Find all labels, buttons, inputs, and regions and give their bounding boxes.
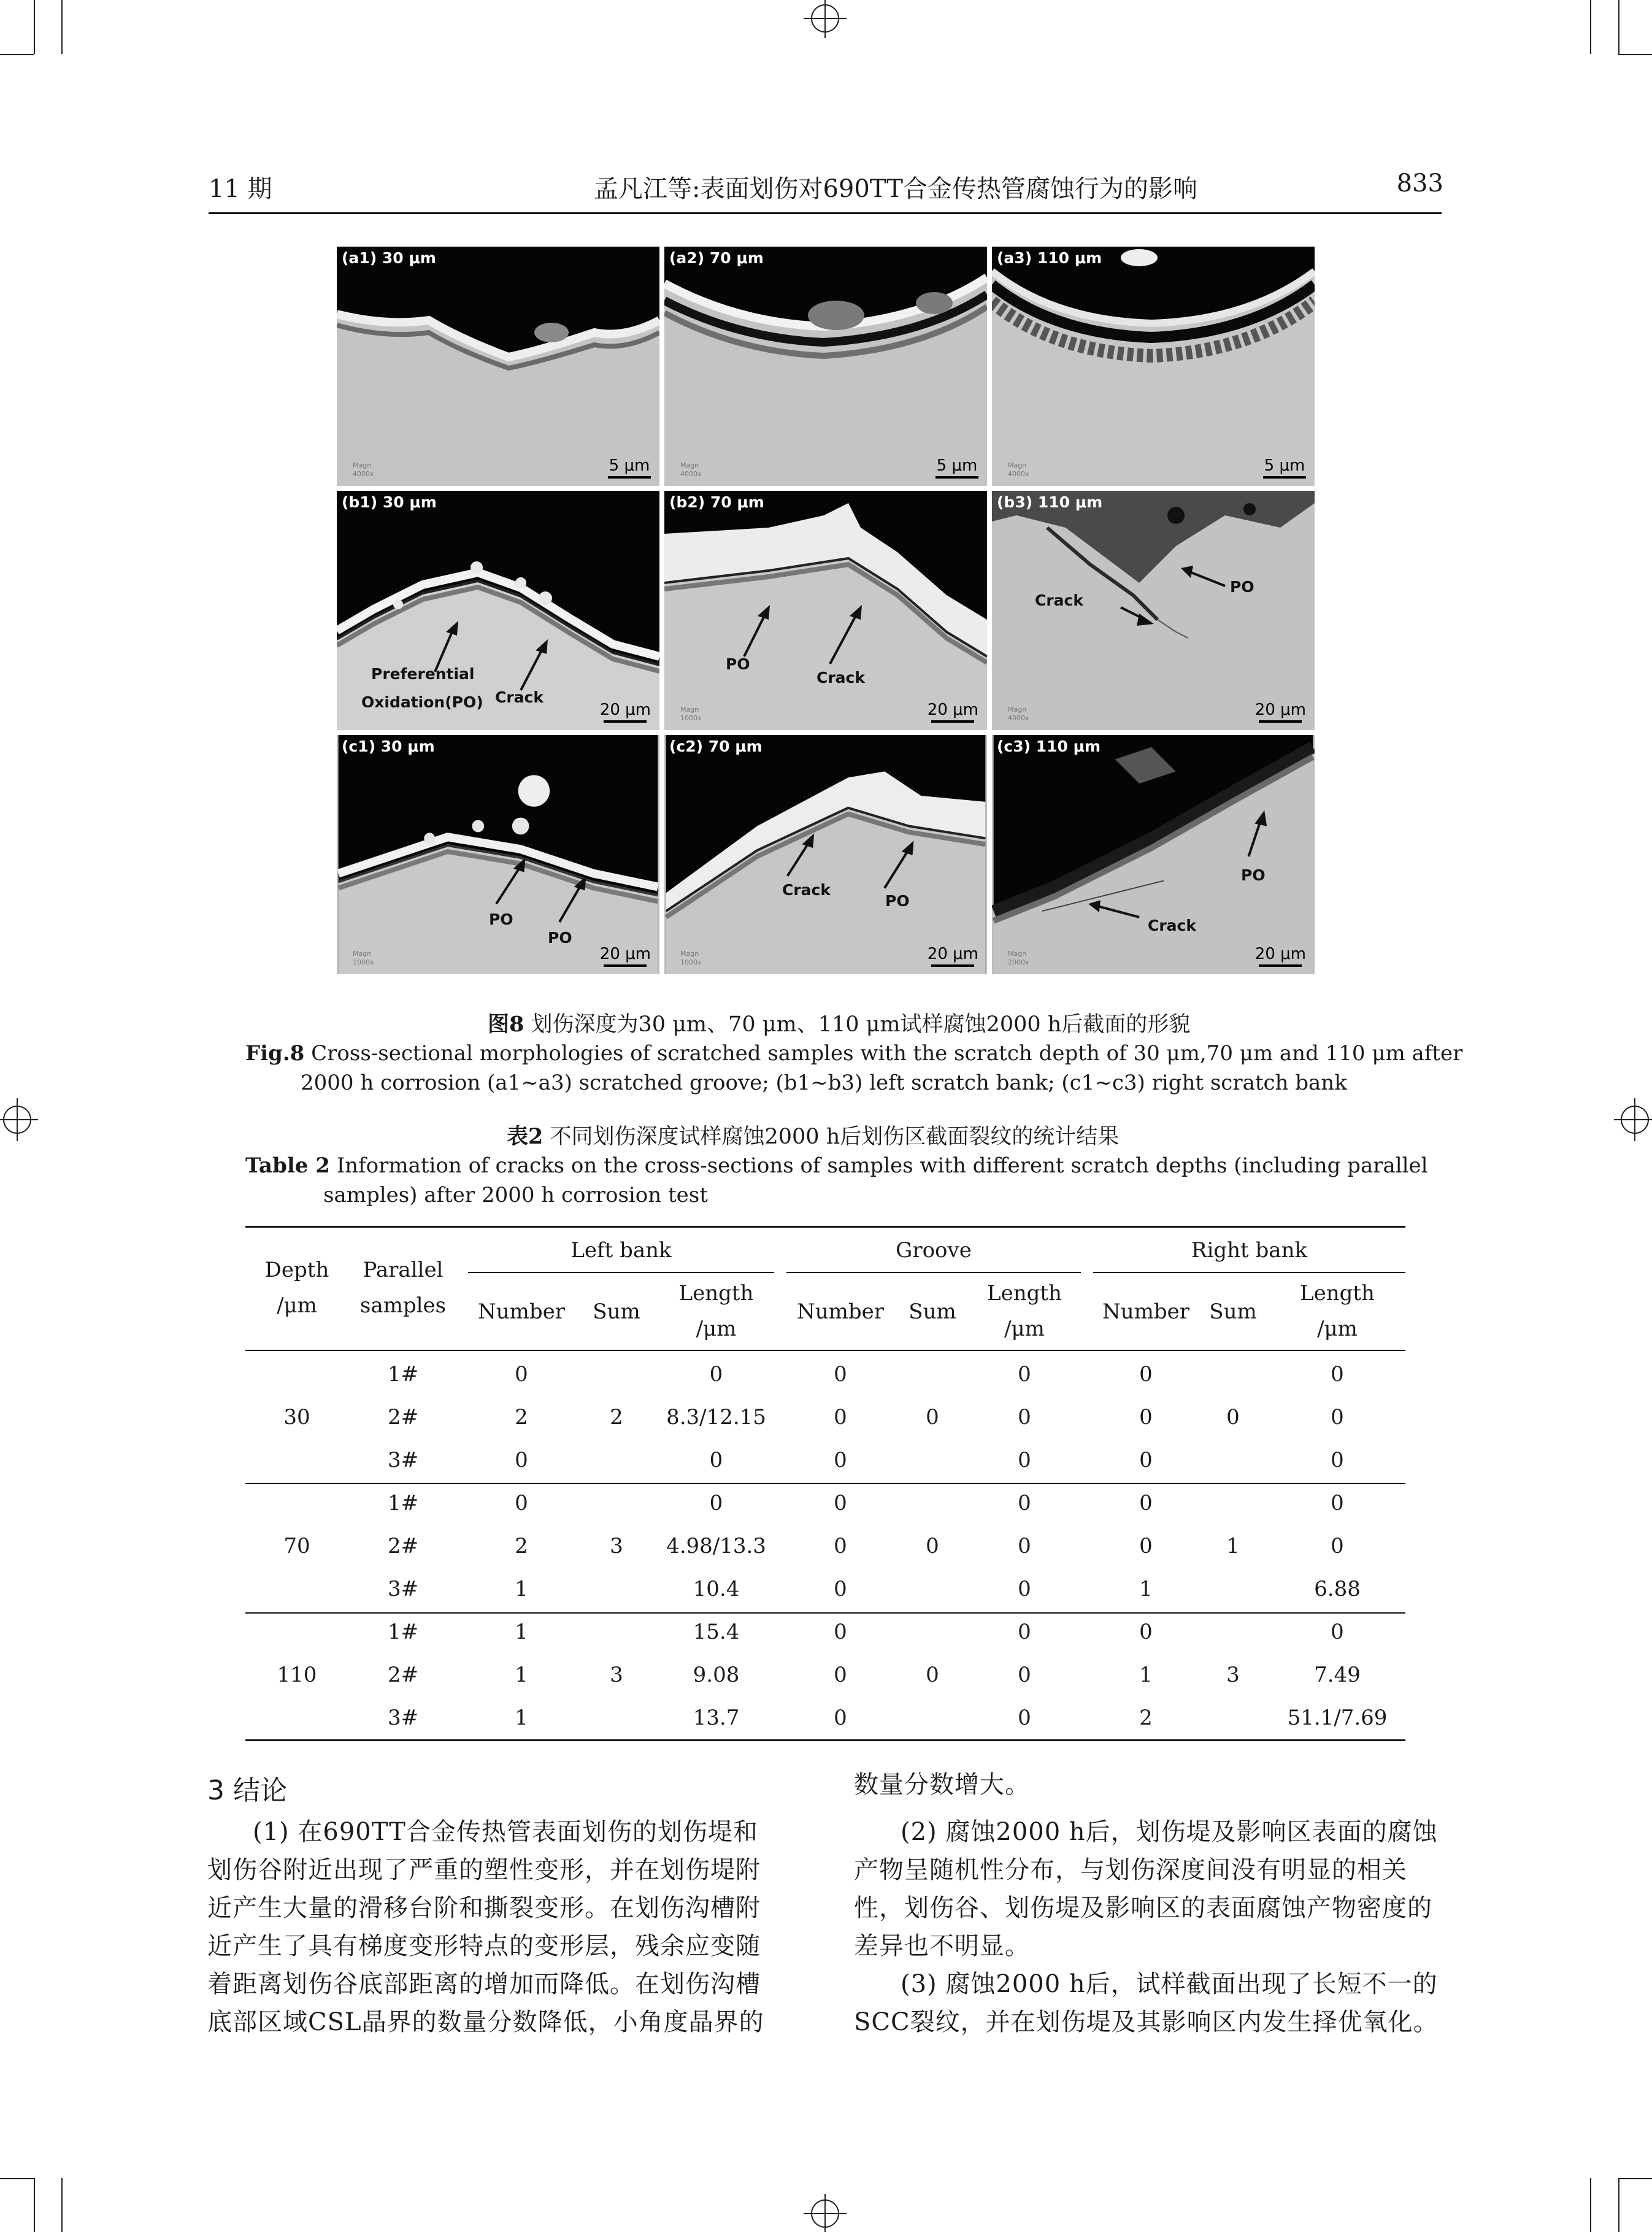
- sem-image: [664, 247, 987, 486]
- left-length-cell: 8.3/12.15: [666, 1405, 766, 1430]
- left-number-cell: 0: [515, 1448, 528, 1472]
- sem-image: [664, 491, 987, 730]
- header-bottom-rule: [245, 1350, 1405, 1351]
- section-title: 3 结论: [207, 1775, 287, 1806]
- left-number-cell: 2: [515, 1534, 528, 1558]
- annotation-crack: Crack: [782, 881, 831, 899]
- scale-bar: 20 μm: [600, 945, 651, 967]
- groove-number-cell: 0: [834, 1405, 847, 1430]
- left-length-cell: 15.4: [693, 1620, 740, 1644]
- annotation-po: PO: [885, 892, 910, 910]
- left-length-cell: 13.7: [693, 1706, 740, 1730]
- sample-cell: 2#: [387, 1405, 419, 1430]
- col-header-length: Length: [678, 1281, 754, 1306]
- figure-8: [337, 247, 1315, 977]
- registration-target-icon: [0, 1086, 38, 1153]
- left-number-cell: 0: [515, 1362, 528, 1387]
- sem-image: [992, 491, 1315, 730]
- micrograph-panel-b1: [337, 491, 659, 730]
- col-header-length: Length: [1300, 1281, 1375, 1306]
- sem-image: [664, 735, 987, 974]
- col-header-length-unit: /μm: [696, 1317, 737, 1341]
- registration-target-icon: [1614, 1086, 1652, 1153]
- sem-metadata: Magn 1000x: [680, 706, 702, 722]
- groove-number-cell: 0: [834, 1577, 847, 1601]
- group-rule: [1093, 1272, 1405, 1273]
- group-divider: [245, 1483, 1405, 1484]
- sample-cell: 1#: [387, 1362, 419, 1387]
- text-line: 划伤谷附近出现了严重的塑性变形，并在划伤堤附: [207, 1856, 761, 1884]
- sem-metadata: Magn 4000x: [680, 461, 702, 478]
- left-sum-cell: 2: [610, 1405, 623, 1430]
- left-number-cell: 1: [515, 1620, 528, 1644]
- sem-metadata: Magn 1000x: [680, 950, 702, 966]
- right-length-cell: 6.88: [1314, 1577, 1361, 1601]
- right-sum-cell: 3: [1226, 1663, 1240, 1687]
- left-sum-cell: 3: [610, 1534, 623, 1558]
- col-header-parallel: Parallel: [363, 1258, 444, 1282]
- right-length-cell: 51.1/7.69: [1287, 1706, 1388, 1730]
- sem-metadata: Magn 4000x: [1008, 706, 1029, 722]
- text-line: 产物呈随机性分布，与划伤深度间没有明显的相关: [854, 1856, 1407, 1884]
- panel-label: (a3) 110 μm: [997, 249, 1102, 267]
- scale-bar: 20 μm: [928, 945, 978, 967]
- left-length-cell: 9.08: [693, 1663, 740, 1687]
- sem-image: [992, 247, 1315, 486]
- header-rule: [209, 212, 1442, 214]
- micrograph-panel-b2: [664, 491, 987, 730]
- col-header-number: Number: [477, 1299, 566, 1324]
- sem-image: [337, 247, 659, 486]
- scale-bar: 5 μm: [935, 456, 978, 479]
- left-number-cell: 0: [515, 1491, 528, 1515]
- figure-caption-en: Fig.8 Cross-sectional morphologies of scratched samples with the scratch depth of 30 μm,70 μm and 110 μm after 2000 h corrosion (a1~a3) scratched groove; (b1~b3) left scratch bank; (c1~c3) right scratch bank: [245, 1041, 1463, 1095]
- col-header-number: Number: [1102, 1299, 1190, 1324]
- depth-cell: 110: [277, 1663, 317, 1687]
- sample-cell: 3#: [387, 1577, 419, 1601]
- right-sum-cell: 0: [1226, 1405, 1240, 1430]
- annotation-preferential: Preferential: [371, 665, 475, 683]
- panel-label: (c2) 70 μm: [669, 737, 763, 755]
- sem-metadata: Magn 1000x: [353, 950, 374, 966]
- sem-metadata: Magn 2000x: [1008, 950, 1029, 966]
- page-number: 833: [1396, 169, 1443, 198]
- micrograph-panel-a1: [337, 247, 659, 486]
- groove-sum-cell: 0: [926, 1663, 939, 1687]
- groove-length-cell: 0: [1018, 1448, 1031, 1472]
- sem-metadata: Magn 4000x: [353, 461, 374, 478]
- annotation-po: PO: [1230, 578, 1254, 596]
- panel-label: (c3) 110 μm: [997, 737, 1101, 755]
- annotation-crack: Crack: [495, 688, 544, 706]
- right-length-cell: 0: [1331, 1491, 1344, 1515]
- annotation-po: PO: [726, 655, 750, 673]
- panel-label: (b3) 110 μm: [997, 493, 1103, 511]
- panel-label: (b2) 70 μm: [669, 493, 764, 511]
- group-rule: [468, 1272, 774, 1273]
- left-length-cell: 0: [709, 1491, 723, 1515]
- annotation-po: PO: [1241, 866, 1266, 884]
- left-number-cell: 1: [515, 1577, 528, 1601]
- figure-caption-cn: 图8 划伤深度为30 μm、70 μm、110 μm试样腐蚀2000 h后截面的形貌: [488, 1012, 1191, 1037]
- right-length-cell: 0: [1331, 1534, 1344, 1558]
- groove-length-cell: 0: [1018, 1577, 1031, 1601]
- groove-length-cell: 0: [1018, 1491, 1031, 1515]
- table-top-rule: [245, 1226, 1405, 1228]
- sample-cell: 1#: [387, 1491, 419, 1515]
- col-header-number: Number: [796, 1299, 885, 1324]
- right-number-cell: 1: [1139, 1577, 1153, 1601]
- groove-number-cell: 0: [834, 1706, 847, 1730]
- left-length-cell: 10.4: [693, 1577, 740, 1601]
- table-caption-en: Table 2 Information of cracks on the cross-sections of samples with different scratch depths (including parallel samples) after 2000 h corrosion test: [245, 1153, 1428, 1207]
- right-length-cell: 0: [1331, 1362, 1344, 1387]
- groove-length-cell: 0: [1018, 1534, 1031, 1558]
- depth-cell: 70: [283, 1534, 310, 1558]
- sem-metadata: Magn 4000x: [1008, 461, 1029, 478]
- text-line: (2) 腐蚀2000 h后，划伤堤及影响区表面的腐蚀: [901, 1818, 1438, 1846]
- micrograph-panel-c3: [992, 735, 1315, 974]
- left-length-cell: 4.98/13.3: [666, 1534, 766, 1558]
- groove-number-cell: 0: [834, 1362, 847, 1387]
- left-number-cell: 1: [515, 1663, 528, 1687]
- right-number-cell: 0: [1139, 1534, 1153, 1558]
- groove-number-cell: 0: [834, 1448, 847, 1472]
- right-number-cell: 0: [1139, 1491, 1153, 1515]
- right-length-cell: 0: [1331, 1620, 1344, 1644]
- sample-cell: 2#: [387, 1663, 419, 1687]
- annotation-po: PO: [548, 929, 572, 947]
- panel-label: (b1) 30 μm: [342, 493, 437, 511]
- left-number-cell: 2: [515, 1405, 528, 1430]
- left-sum-cell: 3: [610, 1663, 623, 1687]
- sample-cell: 1#: [387, 1620, 419, 1644]
- right-length-cell: 7.49: [1314, 1663, 1361, 1687]
- text-line: 近产生了具有梯度变形特点的变形层，残余应变随: [207, 1932, 761, 1960]
- groove-length-cell: 0: [1018, 1663, 1031, 1687]
- scale-bar: 20 μm: [600, 701, 651, 723]
- table-bottom-rule: [245, 1739, 1405, 1741]
- text-line: (1) 在690TT合金传热管表面划伤的划伤堤和: [253, 1818, 758, 1846]
- sample-cell: 3#: [387, 1448, 419, 1472]
- scale-bar: 20 μm: [1255, 701, 1306, 723]
- text-line: 数量分数增大。: [854, 1771, 1030, 1799]
- groove-sum-cell: 0: [926, 1405, 939, 1430]
- right-number-cell: 0: [1139, 1405, 1153, 1430]
- registration-target-icon: [791, 2194, 859, 2232]
- col-header-sum: Sum: [1209, 1299, 1257, 1324]
- col-header-sum: Sum: [909, 1299, 956, 1324]
- annotation-crack: Crack: [816, 669, 865, 687]
- groove-length-cell: 0: [1018, 1620, 1031, 1644]
- text-line: SCC裂纹，并在划伤堤及其影响区内发生择优氧化。: [854, 2008, 1439, 2036]
- panel-label: (c1) 30 μm: [342, 737, 435, 755]
- group-rule: [786, 1272, 1081, 1273]
- right-number-cell: 1: [1139, 1663, 1153, 1687]
- panel-label: (a1) 30 μm: [342, 249, 436, 267]
- registration-target-icon: [791, 0, 859, 38]
- left-length-cell: 0: [709, 1362, 723, 1387]
- groove-sum-cell: 0: [926, 1534, 939, 1558]
- group-header-left-bank: Left bank: [571, 1238, 672, 1263]
- right-number-cell: 0: [1139, 1362, 1153, 1387]
- left-length-cell: 0: [709, 1448, 723, 1472]
- groove-length-cell: 0: [1018, 1706, 1031, 1730]
- scale-bar: 20 μm: [1255, 945, 1306, 967]
- group-header-right-bank: Right bank: [1191, 1238, 1308, 1263]
- groove-number-cell: 0: [834, 1491, 847, 1515]
- annotation-po: PO: [489, 910, 513, 928]
- groove-number-cell: 0: [834, 1620, 847, 1644]
- col-header-length-unit: /μm: [1004, 1317, 1045, 1341]
- col-header-depth: Depth: [264, 1258, 329, 1282]
- micrograph-panel-c1: [337, 735, 659, 974]
- col-header-length-unit: /μm: [1317, 1317, 1358, 1341]
- text-line: 着距离划伤谷底部距离的增加而降低。在划伤沟槽: [207, 1970, 761, 1998]
- scale-bar: 20 μm: [928, 701, 978, 723]
- text-line: 差异也不明显。: [854, 1932, 1030, 1960]
- text-line: 近产生大量的滑移台阶和撕裂变形。在划伤沟槽附: [207, 1894, 761, 1922]
- groove-length-cell: 0: [1018, 1362, 1031, 1387]
- running-title: 孟凡江等:表面划伤对690TT合金传热管腐蚀行为的影响: [594, 175, 1197, 203]
- micrograph-panel-b3: [992, 491, 1315, 730]
- right-number-cell: 2: [1139, 1706, 1153, 1730]
- right-length-cell: 0: [1331, 1448, 1344, 1472]
- issue-number: 11 期: [209, 175, 272, 203]
- groove-number-cell: 0: [834, 1534, 847, 1558]
- col-header-samples: samples: [359, 1293, 447, 1318]
- panel-label: (a2) 70 μm: [669, 249, 764, 267]
- group-header-groove: Groove: [896, 1238, 972, 1263]
- sample-cell: 2#: [387, 1534, 419, 1558]
- table-caption-cn: 表2 不同划伤深度试样腐蚀2000 h后划伤区截面裂纹的统计结果: [507, 1124, 1120, 1149]
- col-header-depth-unit: /μm: [277, 1293, 317, 1318]
- text-line: 性，划伤谷、划伤堤及影响区的表面腐蚀产物密度的: [854, 1894, 1432, 1922]
- right-length-cell: 0: [1331, 1405, 1344, 1430]
- group-divider: [245, 1612, 1405, 1614]
- text-line: 底部区域CSL晶界的数量分数降低，小角度晶界的: [207, 2008, 764, 2036]
- sample-cell: 3#: [387, 1706, 419, 1730]
- right-sum-cell: 1: [1226, 1534, 1240, 1558]
- micrograph-panel-a2: [664, 247, 987, 486]
- sem-image: [992, 735, 1315, 974]
- scale-bar: 5 μm: [608, 456, 651, 479]
- scale-bar: 5 μm: [1263, 456, 1306, 479]
- left-number-cell: 1: [515, 1706, 528, 1730]
- depth-cell: 30: [283, 1405, 310, 1430]
- groove-number-cell: 0: [834, 1663, 847, 1687]
- right-number-cell: 0: [1139, 1448, 1153, 1472]
- micrograph-panel-a3: [992, 247, 1315, 486]
- annotation-crack: Crack: [1035, 591, 1083, 609]
- col-header-length: Length: [987, 1281, 1062, 1306]
- right-number-cell: 0: [1139, 1620, 1153, 1644]
- groove-length-cell: 0: [1018, 1405, 1031, 1430]
- sem-image: [337, 735, 659, 974]
- annotation-crack: Crack: [1148, 917, 1196, 934]
- col-header-sum: Sum: [593, 1299, 640, 1324]
- text-line: (3) 腐蚀2000 h后，试样截面出现了长短不一的: [901, 1970, 1438, 1998]
- annotation-oxidation-po: Oxidation(PO): [361, 693, 483, 711]
- micrograph-panel-c2: [664, 735, 987, 974]
